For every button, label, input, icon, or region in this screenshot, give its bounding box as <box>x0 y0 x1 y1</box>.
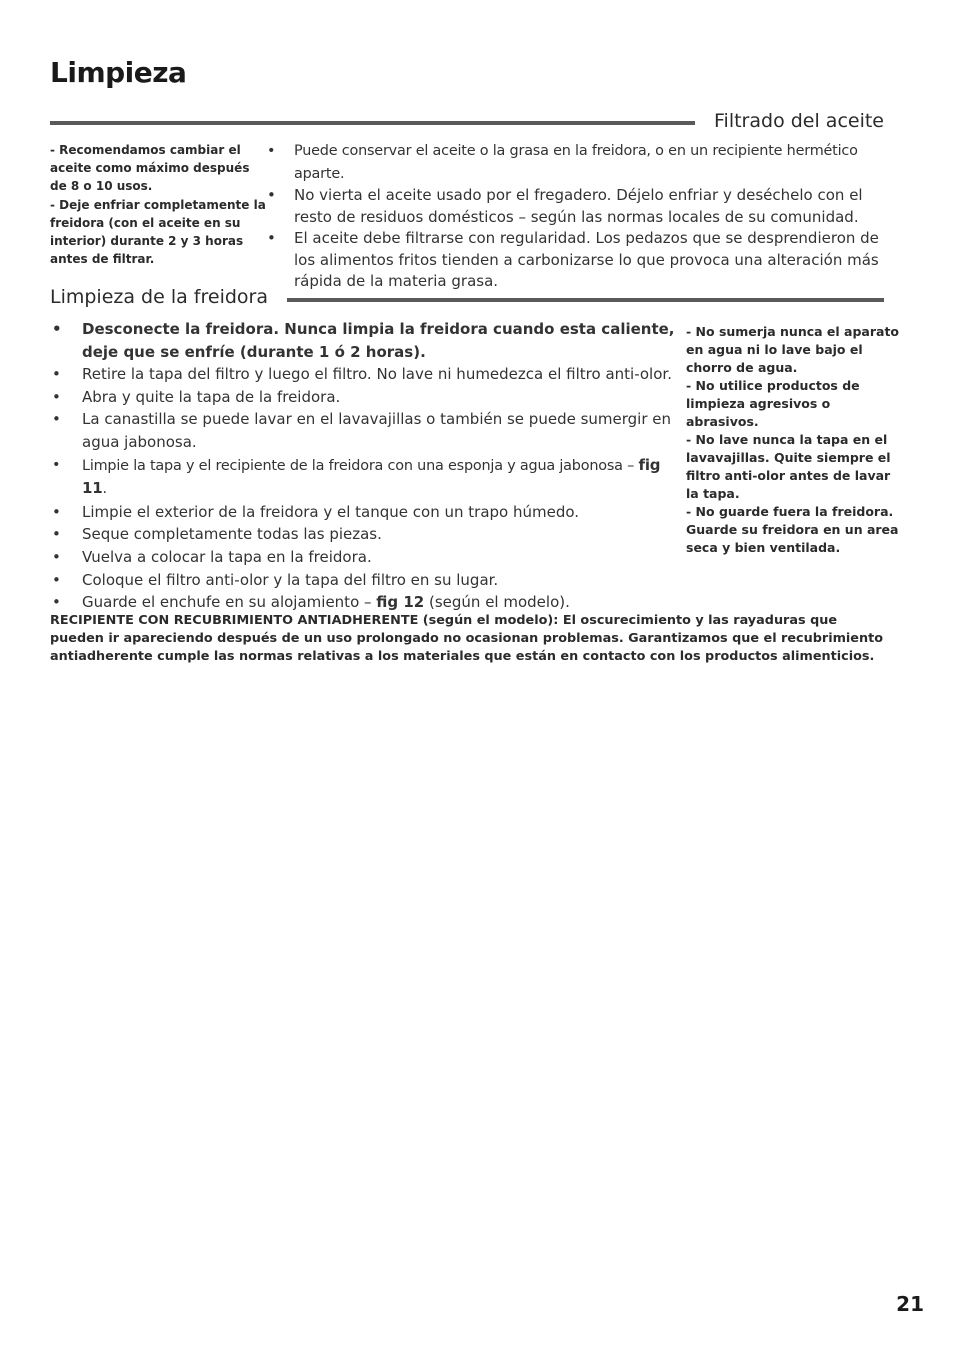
list-item: • El aceite debe filtrarse con regularidad. Los pedazos que se desprendieron de los alimentos fritos tienden a carbonizarse lo que provoca una alteración más rápida de la materia grasa. <box>270 228 888 293</box>
filtrado-side-note <box>50 141 270 268</box>
filtrado-heading-rule <box>50 121 695 125</box>
list-item: • Limpie el exterior de la freidora y el tanque con un trapo húmedo. <box>50 501 680 524</box>
side-note-item: - No sumerja nunca el aparato en agua ni lo lave bajo el chorro de agua. <box>686 324 900 375</box>
filtrado-heading: Filtrado del aceite <box>714 110 884 132</box>
limpieza-side-note <box>686 323 901 557</box>
list-item: • Puede conservar el aceite o la grasa en la freidora, o en un recipiente hermético aparte. <box>270 140 888 185</box>
fig-11-reference: fig 11 <box>82 455 661 498</box>
list-item: • Abra y quite la tapa de la freidora. <box>50 386 680 409</box>
list-item: • Seque completamente todas las piezas. <box>50 523 680 546</box>
side-note-item: - No guarde fuera la freidora. Guarde su freidora en un area seca y bien ventilada. <box>686 504 899 555</box>
list-item: • Coloque el filtro anti-olor y la tapa del filtro en su lugar. <box>50 569 680 592</box>
side-note-item: - No lave nunca la tapa en el lavavajillas. Quite siempre el filtro anti-olor antes de lavar la tapa. <box>686 432 891 501</box>
side-note-item: - Recomendamos cambiar el aceite como máximo después de 8 o 10 usos. <box>50 143 250 194</box>
side-note-item: - Deje enfriar completamente la freidora (con el aceite en su interior) durante 2 y 3 horas antes de filtrar. <box>50 197 266 267</box>
list-item: • Guarde el enchufe en su alojamiento – fig 12 (según el modelo). <box>50 591 680 614</box>
filtrado-bullet-list <box>270 140 888 293</box>
list-item: • No vierta el aceite usado por el fregadero. Déjelo enfriar y deséchelo con el resto de residuos domésticos – según las normas locales de su comunidad. <box>270 185 888 228</box>
page-title: Limpieza <box>50 56 187 89</box>
list-item: • La canastilla se puede lavar en el lavavajillas o también se puede sumergir en agua jabonosa. <box>50 408 680 453</box>
list-item: • Limpie la tapa y el recipiente de la freidora con una esponja y agua jabonosa – fig 11. <box>50 454 680 501</box>
list-item: • Desconecte la freidora. Nunca limpia la freidora cuando esta caliente, deje que se enfríe (durante 1 ó 2 horas). <box>50 318 680 363</box>
limpieza-heading-rule <box>287 298 884 302</box>
list-item: • Retire la tapa del filtro y luego el filtro. No lave ni humedezca el filtro anti-olor. <box>50 363 680 386</box>
limpieza-bullet-list <box>50 318 680 614</box>
limpieza-heading: Limpieza de la freidora <box>50 286 268 308</box>
recubrimiento-note: RECIPIENTE CON RECUBRIMIENTO ANTIADHERENTE (según el modelo): El oscurecimiento y las rayaduras que pueden ir apareciendo después de un uso prolongado no ocasionan problemas. Garantizamos que el recubrimiento antiadherente cumple las normas relativas a los materiales que están en contacto con los productos alimenticios. <box>50 613 884 664</box>
side-note-item: - No utilice productos de limpieza agresivos o abrasivos. <box>686 378 860 429</box>
fig-12-reference: fig 12 <box>376 593 425 612</box>
list-item: • Vuelva a colocar la tapa en la freidora. <box>50 546 680 569</box>
page-number: 21 <box>896 1292 924 1316</box>
